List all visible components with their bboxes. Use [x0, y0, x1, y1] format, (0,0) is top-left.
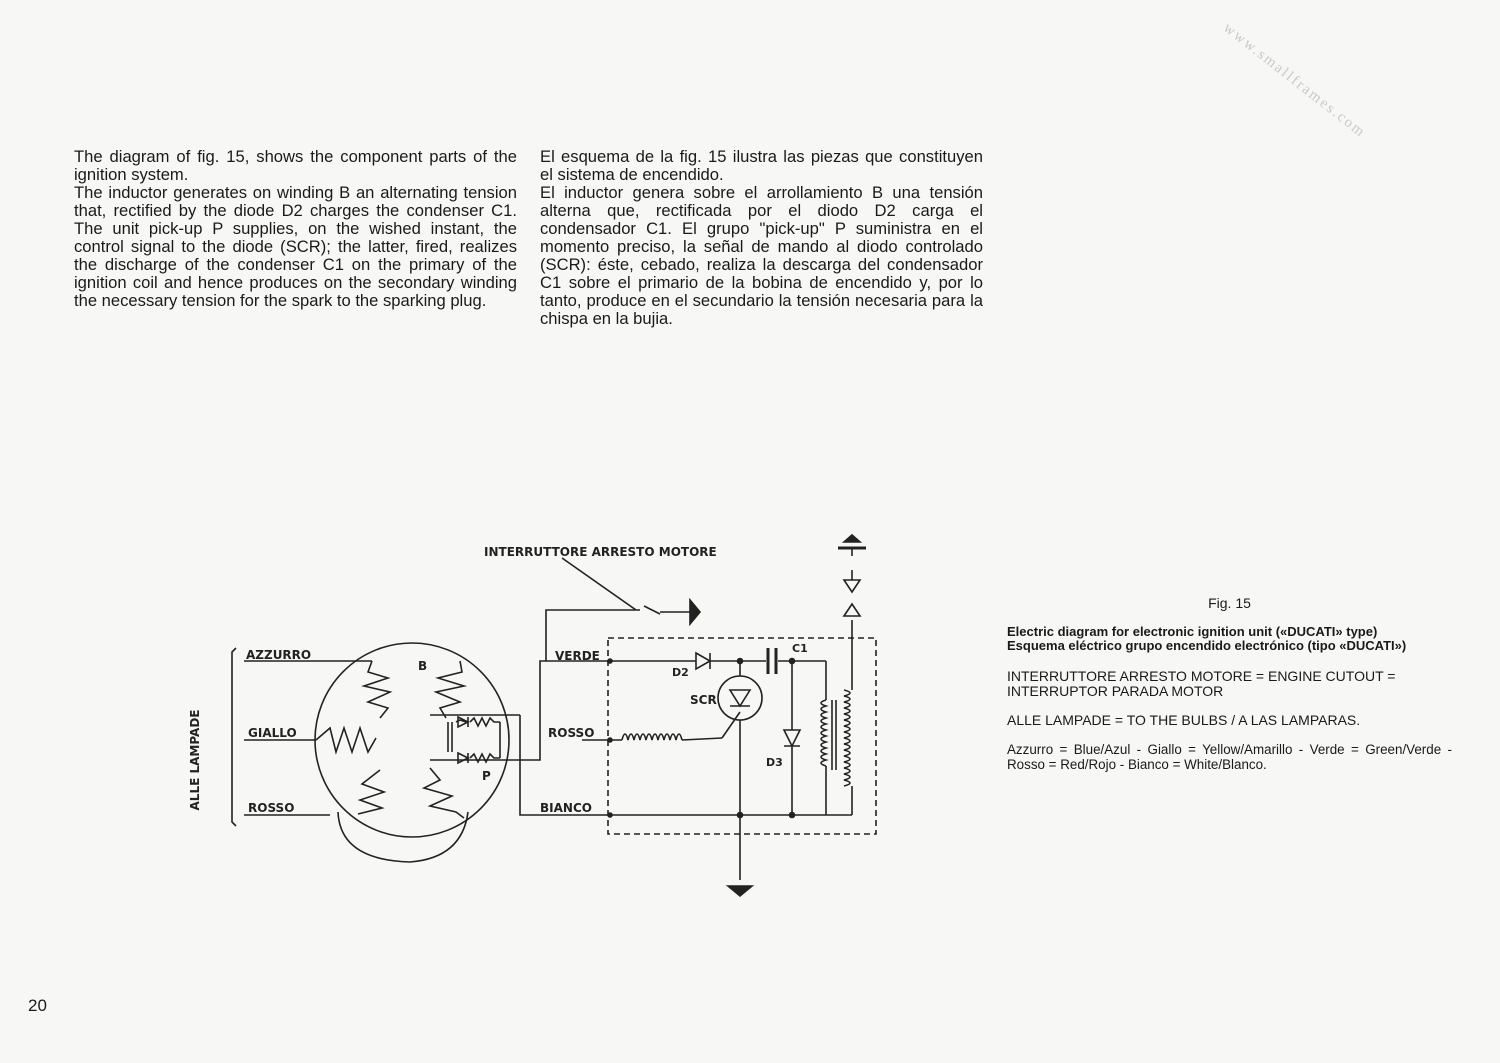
- caption-colors-legend: Azzurro = Blue/Azul - Giallo = Yellow/Amarillo - Verde = Green/Verde - Rosso = Red/Rojo - Bianco = White/Blanco.: [1007, 742, 1452, 772]
- winding-coil: [358, 770, 384, 814]
- pickup-diode-icon: [458, 717, 468, 727]
- pickup-diode-icon: [458, 753, 468, 763]
- scr-label: SCR: [690, 693, 717, 707]
- paragraph: The inductor generates on winding B an alternating tension that, rectified by the diode D2 charges the condenser C1. The unit pick-up P supplies, on the wished instant, the control signal to the diode (SCR); the latter, fired, realizes the discharge of the condenser C1 on the primary of the ignition coil and hence produces on the secondary winding the necessary tension for the spark to the sparking plug.: [74, 183, 517, 310]
- figure-caption: [1007, 596, 1452, 772]
- caption-switch-legend: [1007, 669, 1452, 699]
- diode-d3-icon: [784, 730, 800, 746]
- wire-label: BIANCO: [540, 801, 592, 815]
- diode-d2-icon: [696, 653, 710, 669]
- caption-title-es: Esquema eléctrico grupo encendido electrónico (tipo «DUCATI»): [1007, 638, 1407, 653]
- spark-plug-electrode-icon: [844, 580, 860, 592]
- winding-coil: [436, 661, 464, 718]
- scr-icon: [730, 690, 750, 706]
- diode-d3-label: D3: [766, 756, 783, 769]
- ignition-circuit-diagram: [170, 510, 890, 905]
- ignition-coil-primary: [821, 700, 826, 766]
- figure-number: Fig. 15: [1208, 595, 1251, 611]
- wire-label: AZZURRO: [246, 648, 312, 662]
- winding-coil: [316, 728, 376, 752]
- paragraph: The diagram of fig. 15, shows the component parts of the ignition system.: [74, 147, 517, 184]
- generator-rotor: [315, 643, 509, 837]
- switch-ground-icon: [690, 600, 700, 624]
- diode-d2-label: D2: [672, 666, 689, 679]
- wire-label: ROSSO: [548, 726, 595, 740]
- wire-label: VERDE: [555, 649, 600, 663]
- paragraph: El esquema de la fig. 15 ilustra las piezas que constituyen el sistema de encendido.: [540, 147, 983, 184]
- watermark: www.smallframes.com: [1220, 20, 1369, 142]
- paragraph: El inductor genera sobre el arrollamiento B una tensión alterna que, rectificada por el diodo D2 carga el condensador C1. El grupo "pick-up" P suministra en el momento preciso, la señal de mando al diodo controlado (SCR): éste, cebado, realiza la descarga del condensador C1 sobre el primario de la bobina de encendido y, por lo tanto, produce en el secundario la tensión necesaria para la chispa en la bujia.: [540, 183, 983, 328]
- legend-line: INTERRUPTOR PARADA MOTOR: [1007, 683, 1224, 699]
- spanish-text-column: [540, 148, 983, 328]
- capacitor-label: C1: [792, 642, 808, 655]
- ignition-coil-secondary: [844, 690, 850, 786]
- winding-coil: [364, 661, 390, 718]
- wire-label: GIALLO: [248, 726, 297, 740]
- spark-plug-ground-icon: [844, 535, 860, 542]
- ground-icon: [728, 886, 752, 896]
- page-number: 20: [28, 996, 47, 1015]
- caption-title-en: Electric diagram for electronic ignition unit («DUCATI» type): [1007, 624, 1378, 639]
- switch-label: INTERRUTTORE ARRESTO MOTORE: [484, 545, 717, 559]
- wire-label: ROSSO: [248, 801, 295, 815]
- wire-bracket: [232, 648, 236, 826]
- side-label: ALLE LAMPADE: [188, 709, 202, 811]
- caption-title: [1007, 625, 1452, 653]
- winding-coil: [424, 768, 464, 818]
- english-text-column: [74, 148, 517, 310]
- resistor-icon: [622, 734, 682, 740]
- pickup-label: P: [482, 769, 491, 783]
- spark-plug-electrode-icon: [844, 604, 860, 616]
- caption-lamps-legend: ALLE LAMPADE = TO THE BULBS / A LAS LAMPARAS.: [1007, 712, 1361, 728]
- winding-label: B: [418, 659, 428, 673]
- legend-line: INTERRUTTORE ARRESTO MOTORE = ENGINE CUTOUT =: [1007, 668, 1396, 684]
